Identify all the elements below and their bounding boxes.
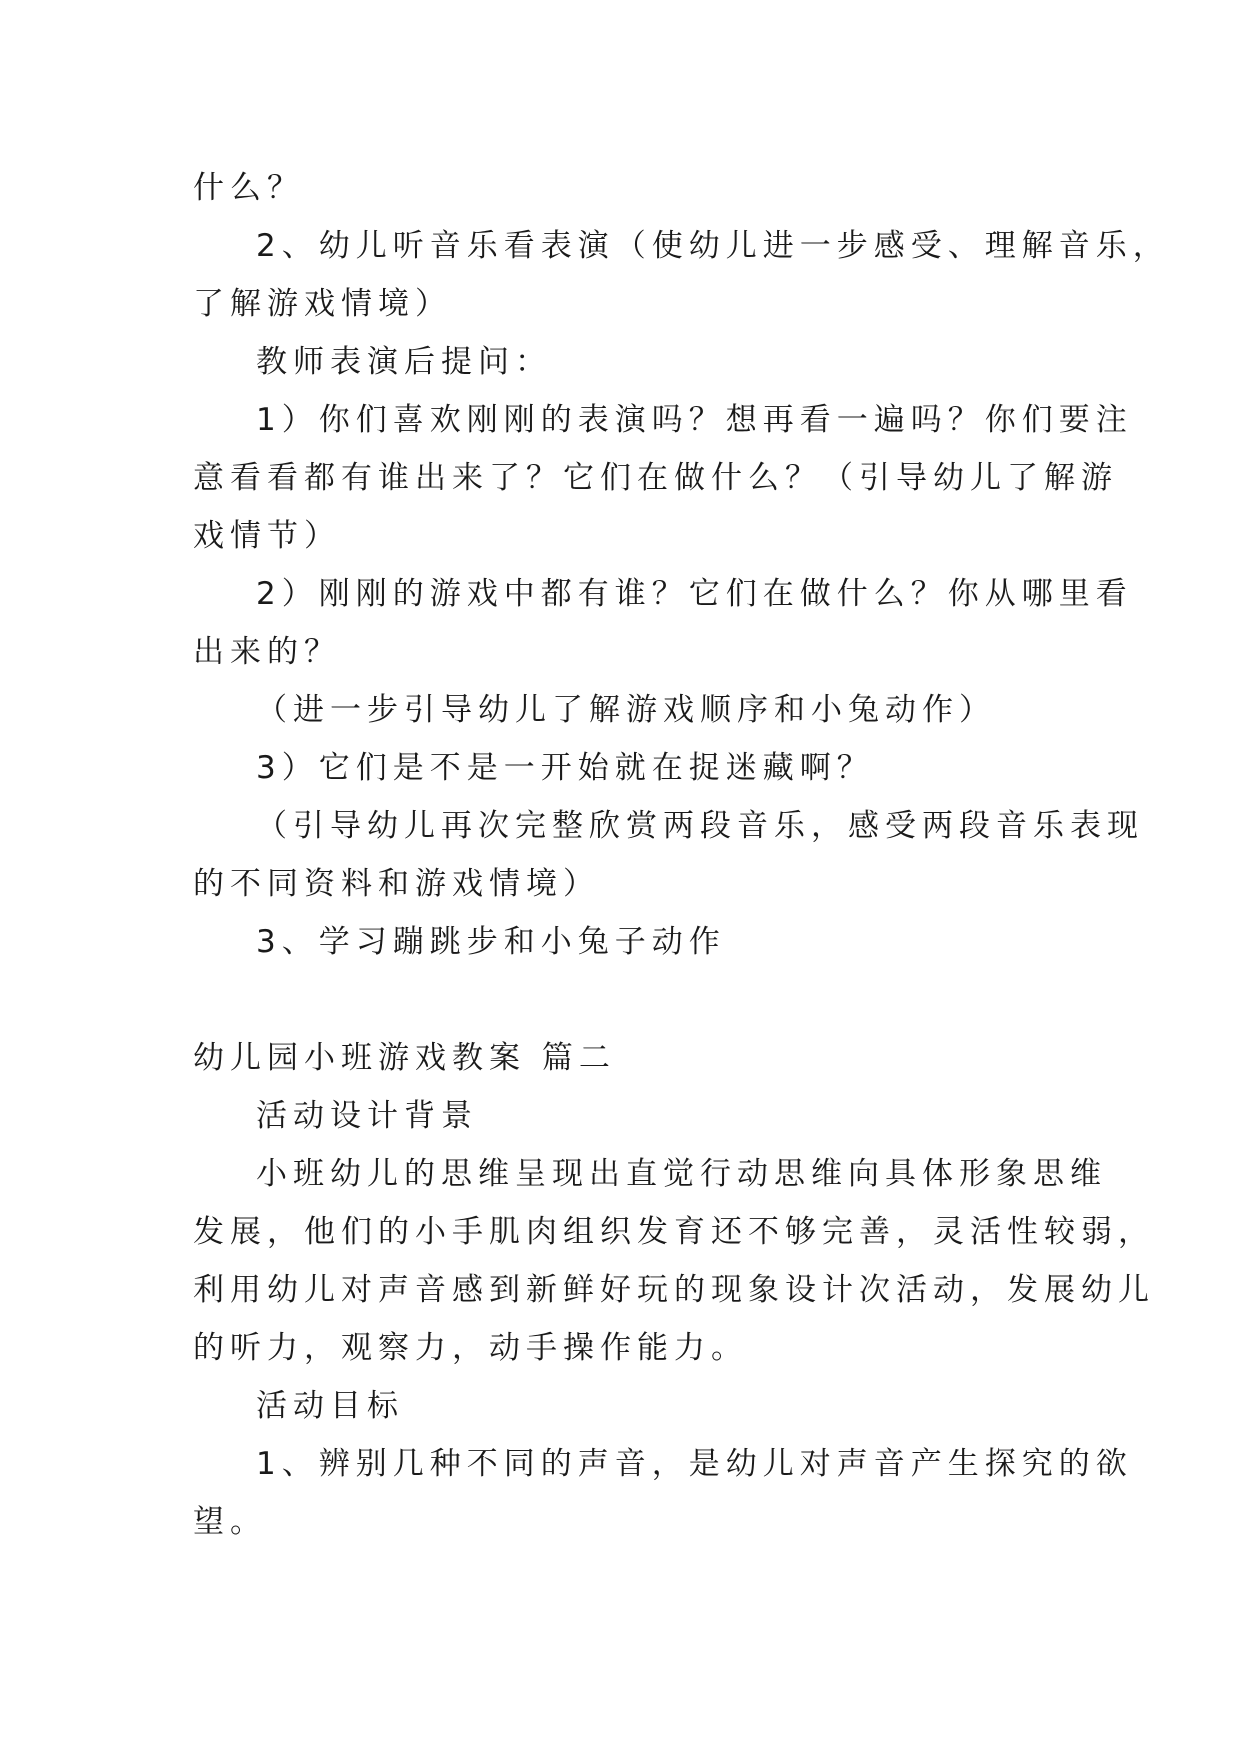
text-line: 3、学习蹦跳步和小兔子动作 xyxy=(256,924,726,960)
text-line: 小班幼儿的思维呈现出直觉行动思维向具体形象思维 xyxy=(256,1156,1107,1192)
text-line: 教师表演后提问： xyxy=(256,344,552,380)
text-line: 的听力，观察力，动手操作能力。 xyxy=(193,1330,748,1366)
text-line: 了解游戏情境） xyxy=(193,286,452,322)
text-line: 活动目标 xyxy=(256,1388,404,1424)
text-line: 2）刚刚的游戏中都有谁？它们在做什么？你从哪里看 xyxy=(256,576,1133,612)
text-line: 1）你们喜欢刚刚的表演吗？想再看一遍吗？你们要注 xyxy=(256,402,1133,438)
text-line: 出来的？ xyxy=(193,634,341,670)
text-line: （进一步引导幼儿了解游戏顺序和小兔动作） xyxy=(256,692,996,728)
text-line: 2、幼儿听音乐看表演（使幼儿进一步感受、理解音乐， xyxy=(256,228,1170,264)
text-line: 意看看都有谁出来了？它们在做什么？（引导幼儿了解游 xyxy=(193,460,1118,496)
section-heading: 幼儿园小班游戏教案 篇二 xyxy=(193,1040,616,1076)
text-line: 发展，他们的小手肌肉组织发育还不够完善，灵活性较弱， xyxy=(193,1214,1155,1250)
text-line: 望。 xyxy=(193,1504,267,1540)
text-line: 的不同资料和游戏情境） xyxy=(193,866,600,902)
text-line: 活动设计背景 xyxy=(256,1098,478,1134)
text-line: 3）它们是不是一开始就在捉迷藏啊？ xyxy=(256,750,874,786)
text-line: 1、辨别几种不同的声音，是幼儿对声音产生探究的欲 xyxy=(256,1446,1133,1482)
text-line: 利用幼儿对声音感到新鲜好玩的现象设计次活动，发展幼儿 xyxy=(193,1272,1155,1308)
text-line: 什么？ xyxy=(193,170,304,206)
text-line: 戏情节） xyxy=(193,518,341,554)
text-line: （引导幼儿再次完整欣赏两段音乐，感受两段音乐表现 xyxy=(256,808,1144,844)
